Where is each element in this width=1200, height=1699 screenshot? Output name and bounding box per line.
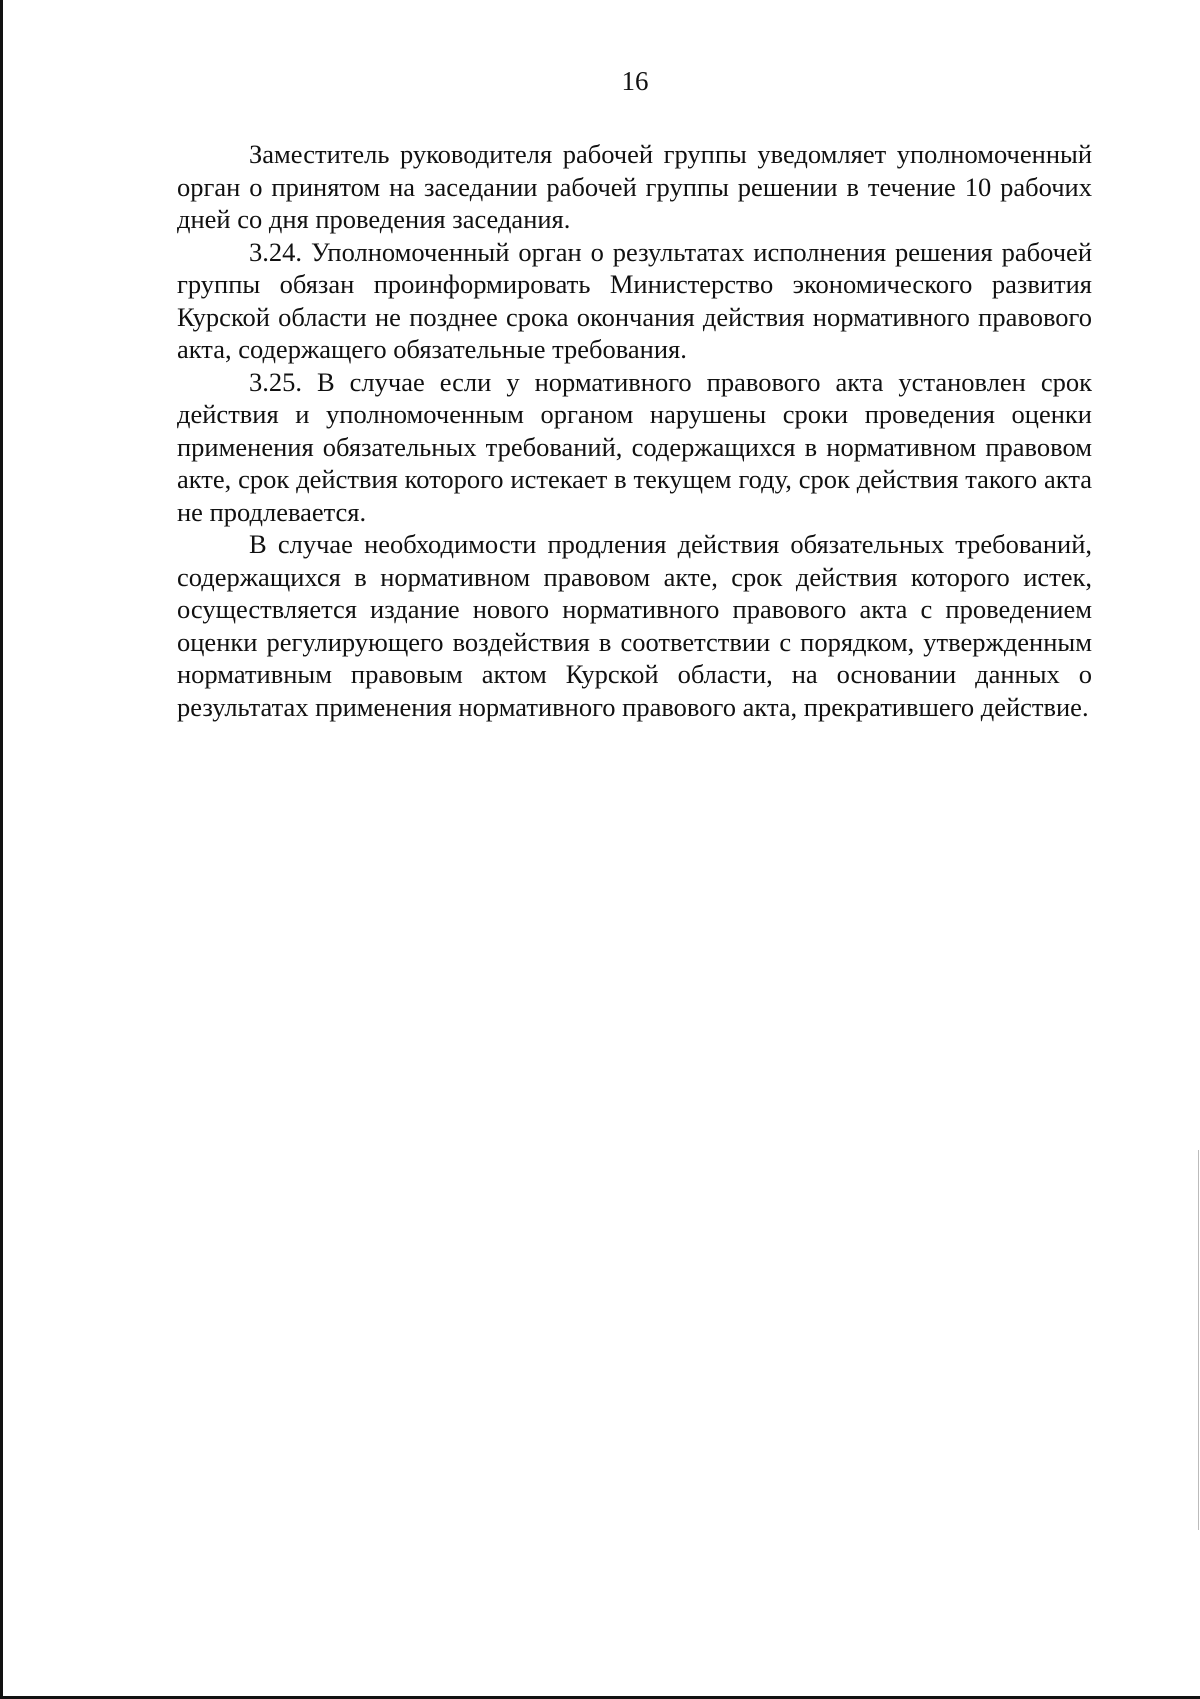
page-number: 16	[621, 66, 649, 96]
paragraph-extension: В случае необходимости продления действия обязательных требований, содержащихся в нормативном правовом акте, срок действия которого истек, осуществляется издание нового нормативного правового акта с проведением оценки регулирующего воздействия в соответствии с порядком, утвержденным нормативным правовым актом Курской области, на основании данных о результатах применения нормативного правового акта, прекратившего действие.	[177, 529, 1092, 722]
paragraph-3-25: 3.25. В случае если у нормативного правового акта установлен срок действия и уполномоченным органом нарушены сроки проведения оценки применения обязательных требований, содержащихся в нормативном правовом акте, срок действия которого истекает в текущем году, срок действия такого акта не продлевается.	[177, 366, 1092, 527]
paragraph-3-24: 3.24. Уполномоченный орган о результатах исполнения решения рабочей группы обязан проинформировать Министерство экономического развития Курской области не позднее срока окончания действия нормативного правового акта, содержащего обязательные требования.	[177, 236, 1092, 364]
document-body	[177, 138, 1092, 723]
scan-edge-right	[1198, 1150, 1199, 1530]
paragraph-deputy-notification: Заместитель руководителя рабочей группы уведомляет уполномоченный орган о принятом на заседании рабочей группы решении в течение 10 рабочих дней со дня проведения заседания.	[177, 139, 1092, 234]
scan-edge-left	[0, 0, 3, 1699]
